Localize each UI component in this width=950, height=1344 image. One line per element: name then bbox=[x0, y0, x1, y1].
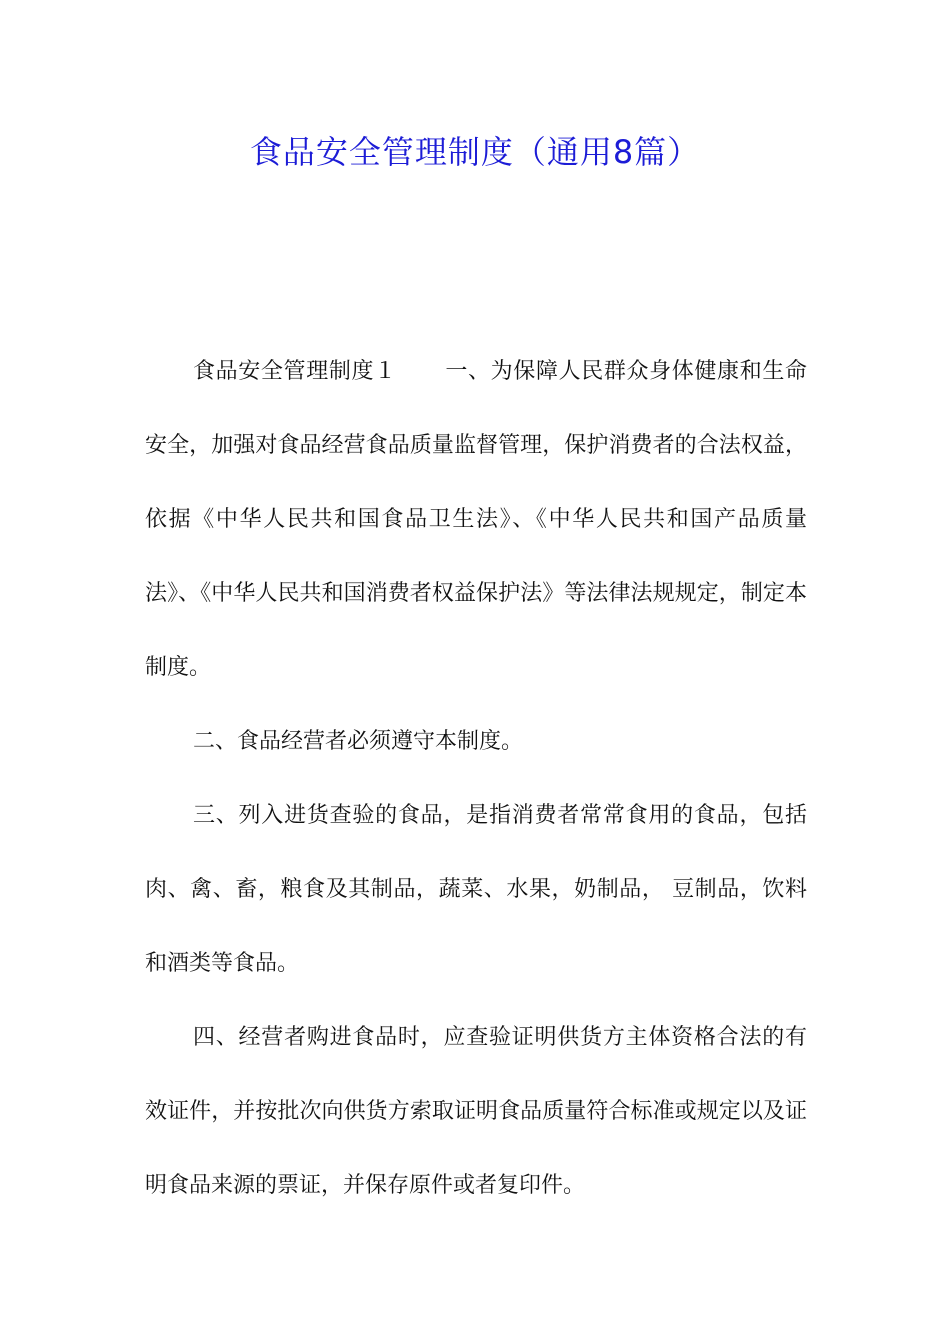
paragraph-text: 四、经营者购进食品时，应查验证明供货方主体资格合法的有效证件，并按批次向供货方索取证明食品质量符合标准或规定以及证明食品来源的票证，并保存原件或者复印件。 bbox=[145, 1025, 807, 1198]
paragraph-2 bbox=[145, 705, 807, 779]
paragraph-text: 三、列入进货查验的食品，是指消费者常常食用的食品，包括肉、禽、畜，粮食及其制品，蔬菜、水果，奶制品， 豆制品，饮料和酒类等食品。 bbox=[145, 803, 807, 976]
paragraph-text: 一、为保障人民群众身体健康和生命安全，加强对食品经营食品质量监督管理，保护消费者的合法权益，依据《中华人民共和国食品卫生法》、《中华人民共和国产品质量法》、《中华人民共和国消费者权益保护法》等法律法规规定，制定本制度。 bbox=[145, 359, 807, 680]
paragraph-text: 二、食品经营者必须遵守本制度。 bbox=[193, 729, 524, 754]
paragraph-3 bbox=[145, 779, 807, 1001]
paragraph-4 bbox=[145, 1001, 807, 1223]
section-heading: 食品安全管理制度１ bbox=[193, 359, 397, 384]
document-body bbox=[145, 335, 807, 1223]
paragraph-1 bbox=[145, 335, 807, 705]
document-title: 食品安全管理制度（通用8篇） bbox=[249, 133, 701, 171]
